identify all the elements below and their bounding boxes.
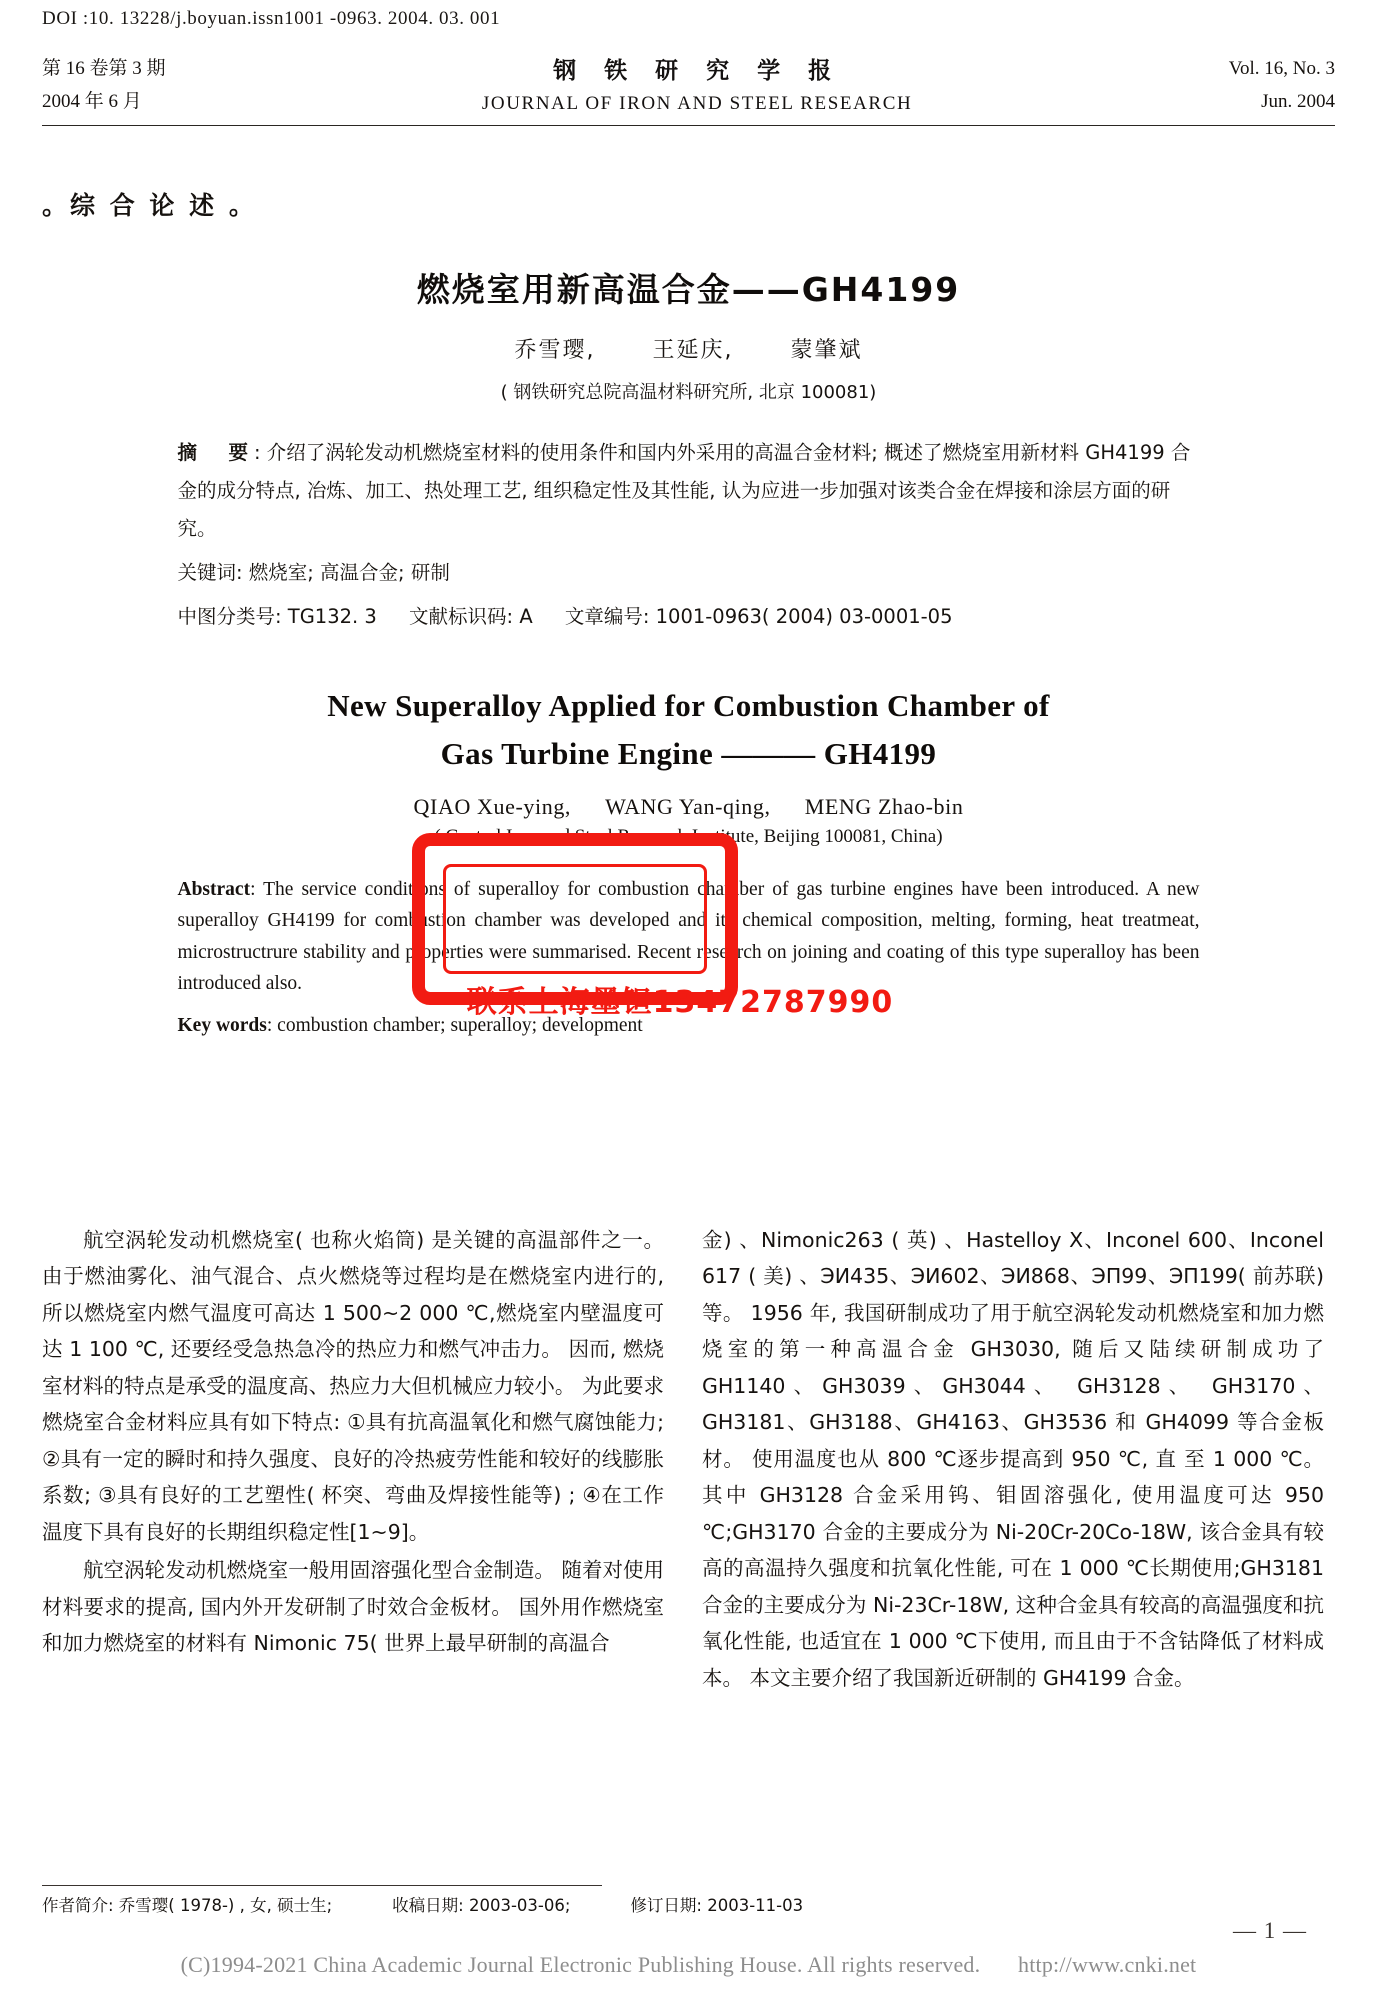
body-columns	[42, 1222, 1335, 1696]
clc-label: 中图分类号:	[177, 604, 282, 628]
abstract-en-label: Abstract	[177, 878, 251, 900]
keywords-en-label: Key words	[177, 1014, 267, 1036]
body-column-left	[42, 1222, 664, 1696]
journal-title-cn: 钢 铁 研 究 学 报	[553, 58, 842, 84]
journal-header	[42, 52, 1335, 119]
article-id-value: 1001-0963( 2004) 03-0001-05	[655, 604, 953, 628]
author-cn-1: 乔雪璎,	[514, 337, 596, 363]
affiliation-cn: ( 钢铁研究总院高温材料研究所, 北京 100081)	[500, 381, 877, 403]
journal-vol-en-block	[1229, 52, 1335, 119]
page-title-en	[42, 682, 1335, 778]
affiliation-en: ( Central Iron and Steel Research Institute, Beijing 100081, China)	[434, 825, 943, 847]
revised-date: 修订日期: 2003-11-03	[630, 1896, 804, 1915]
page-title-en-line2: Gas Turbine Engine ——— GH4199	[440, 735, 937, 771]
footnote-block	[42, 1885, 1335, 1916]
paragraph: 金) 、Nimonic263 ( 英) 、Hastelloy X、Inconel 600、Inconel 617 ( 美) 、ЭИ435、ЭИ602、ЭИ868、ЭП99、ЭП199( 前苏联) 等。 1956 年, 我国研制成功了用于航空涡轮发动机燃烧室和加力燃烧室的第一种高温合金 GH3030, 随后又陆续研制成功了 GH1140、GH3039、GH3044、 GH3128、 GH3170、 GH3181、GH3188、GH4163、GH3536 和 GH4099 等合金板材。 使用温度也从 800 ℃逐步提高到 950 ℃, 直 至 1 000 ℃。 其中 GH3128 合金采用钨、钼固溶强化, 使用温度可达 950 ℃;GH3170 合金的主要成分为 Ni-20Cr-20Co-18W, 该合金具有较高的高温持久强度和抗氧化性能, 可在 1 000 ℃长期使用;GH3181 合金的主要成分为 Ni-23Cr-18W, 这种合金具有较高的高温强度和抗氧化性能, 也适宜在 1 000 ℃下使用, 而且由于不含钴降低了材料成本。 本文主要介绍了我国新近研制的 GH4199 合金。	[702, 1228, 1324, 1690]
keywords-cn-label: 关键词:	[177, 560, 243, 584]
page-number: — 1 —	[1233, 1918, 1307, 1943]
footnote-row	[42, 1892, 1335, 1916]
doc-code-label: 文献标识码:	[409, 604, 514, 628]
article-id-label: 文章编号:	[564, 604, 650, 628]
copyright-url[interactable]: http://www.cnki.net	[1018, 1952, 1197, 1977]
header-divider	[42, 125, 1335, 126]
journal-volume: 第 16 卷第 3 期	[42, 58, 166, 79]
footnote-divider	[42, 1885, 602, 1886]
keywords-cn-text: 燃烧室; 高温合金; 研制	[242, 560, 450, 584]
copyright-text: (C)1994-2021 China Academic Journal Electronic Publishing House. All rights reserved.	[180, 1952, 981, 1977]
abstract-cn-text: : 介绍了涡轮发动机燃烧室材料的使用条件和国内外采用的高温合金材料; 概述了燃烧室用新材料 GH4199 合金的成分特点, 冶炼、加工、热处理工艺, 组织稳定性及其性能, 认为应进一步加强对该类合金在焊接和涂层方面的研究。	[177, 440, 1191, 540]
abstract-cn-paragraph	[178, 434, 1200, 548]
journal-volume-block	[42, 52, 166, 119]
received-date: 收稿日期: 2003-03-06;	[392, 1896, 571, 1915]
journal-title-block	[166, 52, 1229, 115]
keywords-en-text: : combustion chamber; superalloy; development	[266, 1014, 643, 1036]
doi-line: DOI :10. 13228/j.boyuan.issn1001 -0963. 2004. 03. 001	[42, 8, 501, 29]
abstract-en-block	[178, 874, 1200, 1042]
journal-date-en: Jun. 2004	[1261, 91, 1335, 113]
author-cn-2: 王延庆,	[652, 337, 734, 363]
page-title-en-line1: New Superalloy Applied for Combustion Chamber of	[327, 687, 1050, 723]
authors-cn	[42, 333, 1335, 364]
author-cn-3: 蒙肇斌	[790, 337, 863, 363]
body-column-right	[702, 1222, 1324, 1696]
author-en-1: QIAO Xue-ying,	[413, 793, 572, 819]
journal-vol-en: Vol. 16, No. 3	[1228, 58, 1335, 79]
classification-row	[178, 598, 1200, 636]
doc-code-value: A	[519, 604, 533, 628]
abstract-cn-block	[178, 434, 1200, 636]
journal-title-en: JOURNAL OF IRON AND STEEL RESEARCH	[481, 93, 913, 114]
keywords-en-row	[178, 1010, 1200, 1042]
author-bio: 作者简介: 乔雪璎( 1978-) , 女, 硕士生;	[42, 1896, 333, 1915]
abstract-cn-label: 摘 要	[177, 440, 255, 464]
copyright-notice	[0, 1952, 1377, 1978]
watermark-text: 联系上海墨钽13472787990	[466, 985, 894, 1020]
page-title-cn: 燃烧室用新高温合金——GH4199	[416, 269, 961, 309]
journal-date-cn: 2004 年 6 月	[42, 91, 142, 113]
author-en-3: MENG Zhao-bin	[804, 793, 964, 819]
author-en-2: WANG Yan-qing,	[605, 793, 771, 819]
section-mark: 。综 合 论 述 。	[42, 190, 257, 220]
abstract-en-paragraph	[178, 874, 1200, 1000]
paragraph: 航空涡轮发动机燃烧室( 也称火焰筒) 是关键的高温部件之一。 由于燃油雾化、油气混合、点火燃烧等过程均是在燃烧室内进行的, 所以燃烧室内燃气温度可高达 1 500~2 000 ℃,燃烧室内壁温度可达 1 100 ℃, 还要经受急热急冷的热应力和燃气冲击力。 因而, 燃烧室材料的特点是承受的温度高、热应力大但机械应力较小。 为此要求燃烧室合金材料应具有如下特点: ①具有抗高温氧化和燃气腐蚀能力; ②具有一定的瞬时和持久强度、良好的冷热疲劳性能和较好的线膨胀系数; ③具有良好的工艺塑性( 杯突、弯曲及焊接性能等) ; ④在工作温度下具有良好的长期组织稳定性[1~9]。	[42, 1228, 664, 1544]
clc-value: TG132. 3	[287, 604, 377, 628]
paragraph: 航空涡轮发动机燃烧室一般用固溶强化型合金制造。 随着对使用材料要求的提高, 国内外开发研制了时效合金板材。 国外用作燃烧室和加力燃烧室的材料有 Nimonic 75( 世界上最早研制的高温合	[42, 1558, 664, 1656]
keywords-cn-row	[178, 554, 1200, 592]
authors-en	[42, 794, 1335, 820]
abstract-en-text: : The service conditions of superalloy for combustion chamber of gas turbine engines have been introduced. A new superalloy GH4199 for combustion chamber was developed and its chemical composition, melting, forming, heat treatmeat, microstructrure stability and properties were summarised. Recent research on joining and coating of this type superalloy has been introduced also.	[177, 878, 1200, 995]
